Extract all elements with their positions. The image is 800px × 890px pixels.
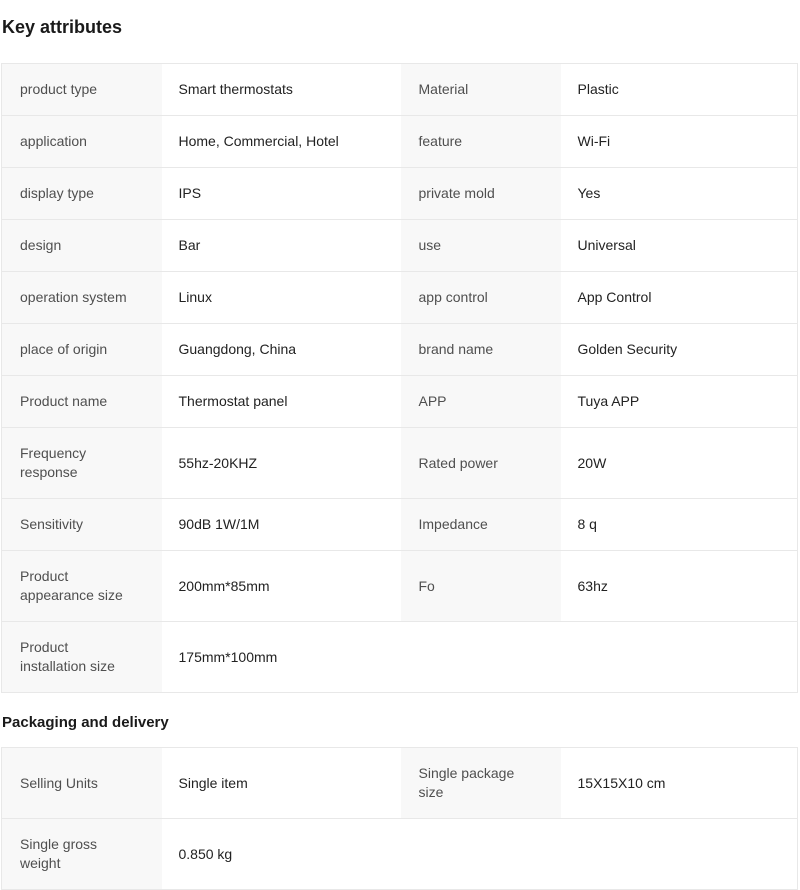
attribute-label: Rated power <box>401 428 561 499</box>
attribute-label: Product appearance size <box>2 551 162 622</box>
attribute-label: operation system <box>2 272 162 324</box>
attribute-value: Guangdong, China <box>162 324 401 376</box>
attribute-value: Smart thermostats <box>162 64 401 116</box>
attribute-value: 0.850 kg <box>162 819 798 890</box>
table-row <box>2 64 798 116</box>
table-row <box>2 819 798 890</box>
table-row <box>2 272 798 324</box>
attribute-value: App Control <box>561 272 798 324</box>
table-row <box>2 324 798 376</box>
attribute-label: Selling Units <box>2 748 162 819</box>
table-row <box>2 551 798 622</box>
attribute-value: 20W <box>561 428 798 499</box>
attribute-label: use <box>401 220 561 272</box>
attribute-label: APP <box>401 376 561 428</box>
attribute-label: app control <box>401 272 561 324</box>
attribute-value: 8 q <box>561 499 798 551</box>
key-attributes-table-body <box>2 64 798 693</box>
table-row <box>2 428 798 499</box>
attribute-value: Thermostat panel <box>162 376 401 428</box>
attribute-value: Single item <box>162 748 401 819</box>
attribute-label: Material <box>401 64 561 116</box>
attribute-label: Product name <box>2 376 162 428</box>
packaging-and-delivery-title: Packaging and delivery <box>2 714 169 731</box>
key-attributes-table <box>1 63 798 693</box>
attribute-label: display type <box>2 168 162 220</box>
table-row <box>2 748 798 819</box>
packaging-table-body <box>2 748 798 890</box>
table-row <box>2 499 798 551</box>
attribute-label: brand name <box>401 324 561 376</box>
attribute-label: Sensitivity <box>2 499 162 551</box>
attribute-value: Tuya APP <box>561 376 798 428</box>
packaging-table <box>1 747 798 890</box>
attribute-value: Plastic <box>561 64 798 116</box>
attribute-value: Bar <box>162 220 401 272</box>
attribute-value: 90dB 1W/1M <box>162 499 401 551</box>
table-row <box>2 622 798 693</box>
attribute-label: Impedance <box>401 499 561 551</box>
attribute-label: Single package size <box>401 748 561 819</box>
key-attributes-title: Key attributes <box>2 17 123 37</box>
attribute-value: 175mm*100mm <box>162 622 798 693</box>
attribute-label: product type <box>2 64 162 116</box>
table-row <box>2 220 798 272</box>
attribute-value: Universal <box>561 220 798 272</box>
attribute-value: 200mm*85mm <box>162 551 401 622</box>
attribute-label: Product installation size <box>2 622 162 693</box>
attribute-label: place of origin <box>2 324 162 376</box>
attribute-value: Wi-Fi <box>561 116 798 168</box>
table-row <box>2 376 798 428</box>
attribute-value: 63hz <box>561 551 798 622</box>
attribute-label: application <box>2 116 162 168</box>
table-row <box>2 116 798 168</box>
attribute-value: IPS <box>162 168 401 220</box>
table-row <box>2 168 798 220</box>
attribute-label: feature <box>401 116 561 168</box>
attribute-label: design <box>2 220 162 272</box>
attribute-label: Single gross weight <box>2 819 162 890</box>
attribute-value: Yes <box>561 168 798 220</box>
attribute-value: Linux <box>162 272 401 324</box>
attribute-value: 15X15X10 cm <box>561 748 798 819</box>
attribute-label: Frequency response <box>2 428 162 499</box>
attribute-label: Fo <box>401 551 561 622</box>
attribute-value: Golden Security <box>561 324 798 376</box>
attribute-value: 55hz-20KHZ <box>162 428 401 499</box>
attribute-label: private mold <box>401 168 561 220</box>
attribute-value: Home, Commercial, Hotel <box>162 116 401 168</box>
